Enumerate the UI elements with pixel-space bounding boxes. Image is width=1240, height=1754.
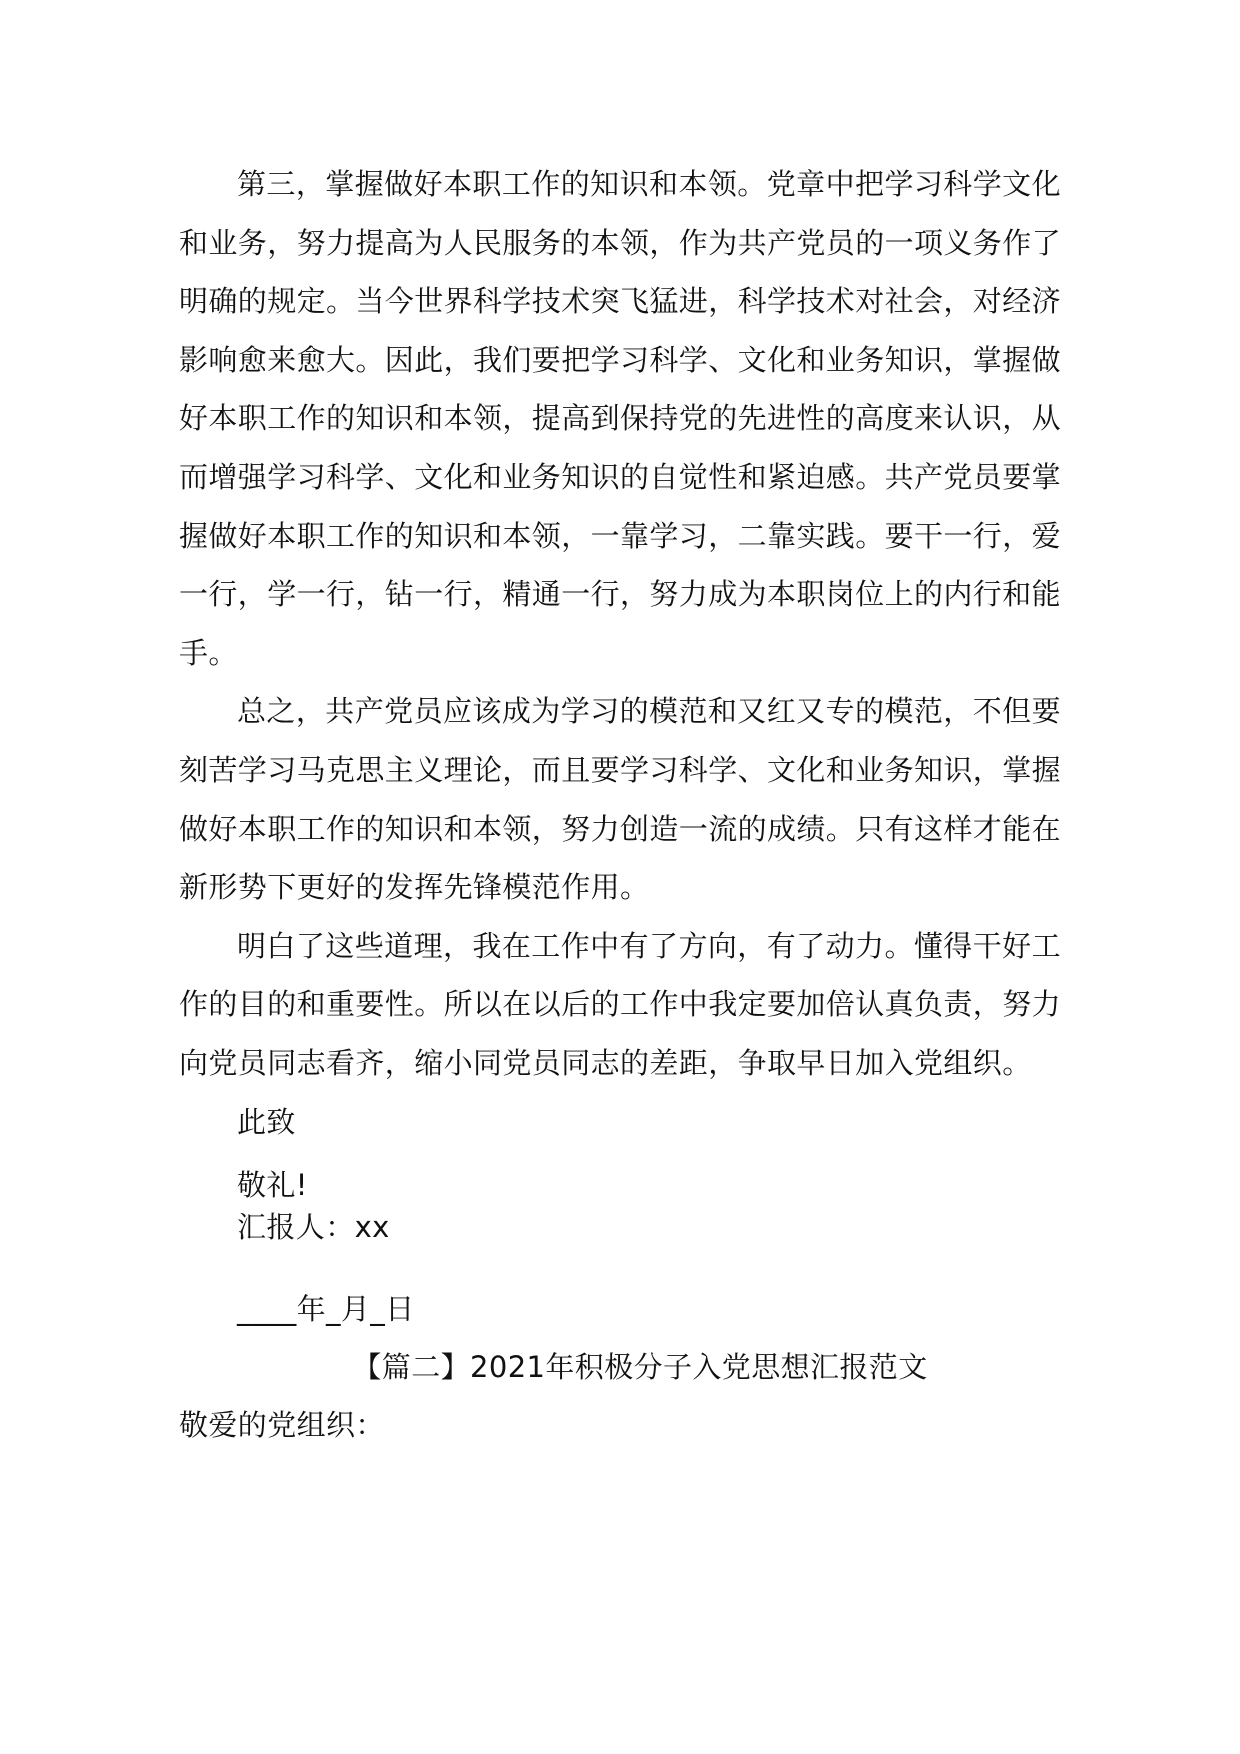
section-title: 【篇二】2021年积极分子入党思想汇报范文 <box>352 1350 928 1385</box>
closing-salute: 敬礼! <box>237 1168 308 1203</box>
paragraph-third-point: 第三，掌握做好本职工作的知识和本领。党章中把学习科学文化和业务，努力提高为人民服务的本领，作为共产党员的一项义务作了明确的规定。当今世界科学技术突飞猛进，科学技术对社会，对经济影响愈来愈大。因此，我们要把学习科学、文化和业务知识，掌握做好本职工作的知识和本领，提高到保持党的先进性的高度来认识，从而增强学习科学、文化和业务知识的自觉性和紧迫感。共产党员要掌握做好本职工作的知识和本领，一靠学习，二靠实践。要干一行，爱一行，学一行，钻一行，精通一行，努力成为本职岗位上的内行和能手。 <box>179 167 1062 670</box>
paragraph-summary: 总之，共产党员应该成为学习的模范和又红又专的模范，不但要刻苦学习马克思主义理论，而且要学习科学、文化和业务知识，掌握做好本职工作的知识和本领，努力创造一流的成绩。只有这样才能在新形势下更好的发挥先锋模范作用。 <box>179 694 1062 905</box>
paragraph-conclusion: 明白了这些道理，我在工作中有了方向，有了动力。懂得干好工作的目的和重要性。所以在以后的工作中我定要加倍认真负责，努力向党员同志看齐，缩小同党员同志的差距，争取早日加入党组织。 <box>179 928 1062 1080</box>
date-line: ____年_月_日 <box>237 1292 415 1327</box>
document-body <box>179 155 1061 1447</box>
salutation: 敬爱的党组织： <box>179 1408 385 1443</box>
reporter-signature: 汇报人：xx <box>237 1210 390 1245</box>
closing-greeting: 此致 <box>237 1104 296 1139</box>
